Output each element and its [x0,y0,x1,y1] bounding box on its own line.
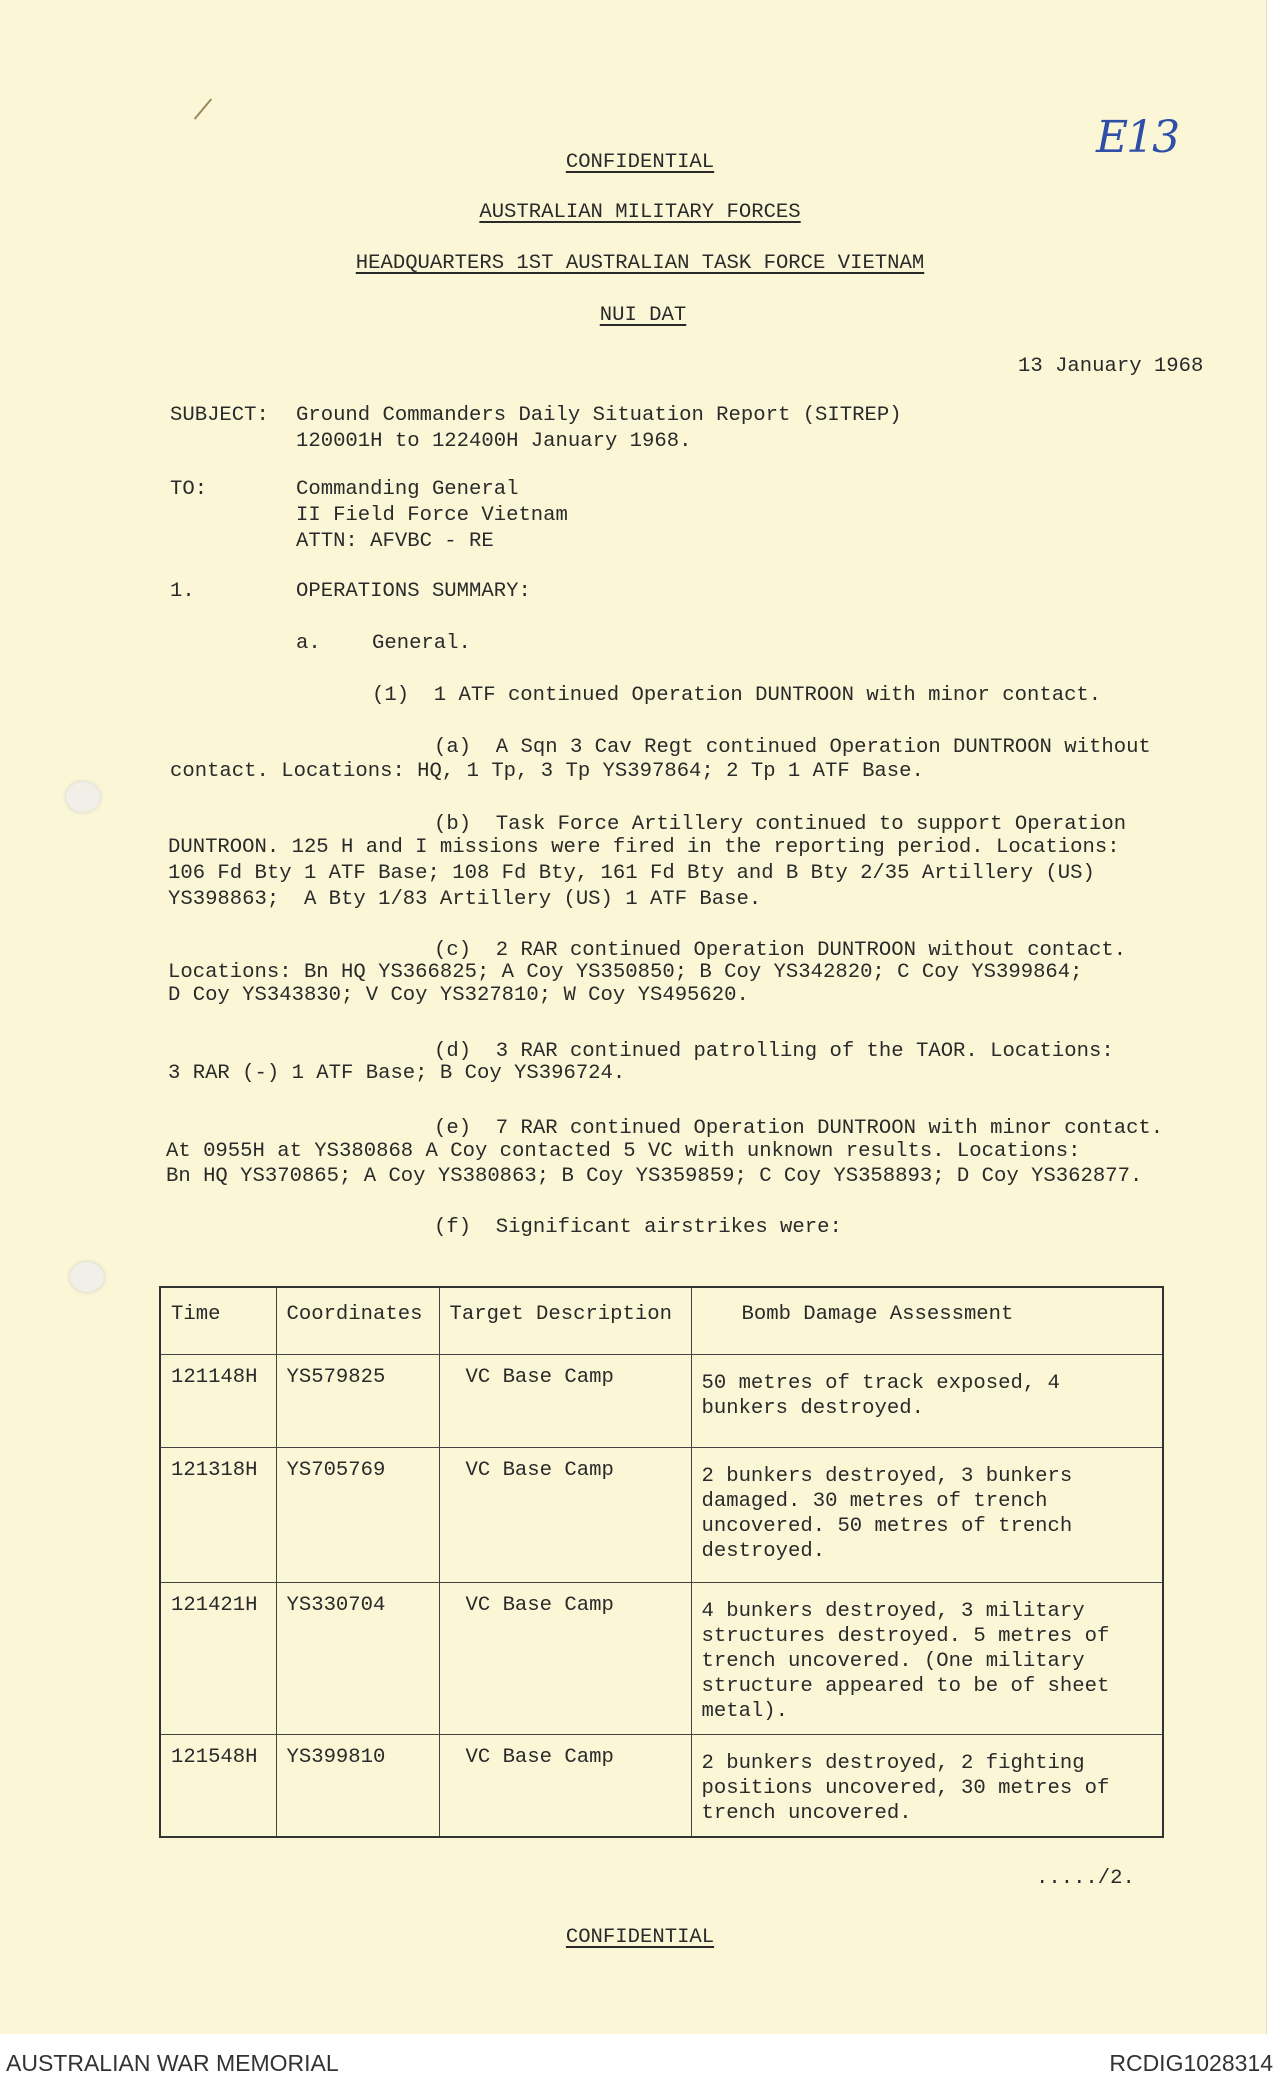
cell-target: VC Base Camp [439,1448,691,1583]
cell-time: 121148H [160,1355,276,1448]
section-title: OPERATIONS SUMMARY: [296,580,531,603]
classification-bottom: CONFIDENTIAL [565,1926,715,1949]
table-row [160,1735,1163,1838]
subsection-letter: a. [296,632,321,655]
header-target: Target Description [439,1287,691,1355]
para-b: 106 Fd Bty 1 ATF Base; 108 Fd Bty, 161 Fd Bty and B Bty 2/35 Artillery (US) [168,862,1095,885]
section-number: 1. [170,580,195,603]
cell-coordinates: YS399810 [276,1735,439,1838]
cell-bda: 2 bunkers destroyed, 2 fighting positions uncovered, 30 metres of trench uncovered. [691,1735,1163,1838]
para-c: D Coy YS343830; V Coy YS327810; W Coy YS495620. [168,984,749,1007]
to-line: Commanding General [296,478,519,501]
cell-target: VC Base Camp [439,1355,691,1448]
para-c: (c) 2 RAR continued Operation DUNTROON without contact. [434,939,1127,962]
para-e: (e) 7 RAR continued Operation DUNTROON with minor contact. [434,1117,1164,1140]
table-row [160,1448,1163,1583]
para-b: DUNTROON. 125 H and I missions were fired in the reporting period. Locations: [168,836,1120,859]
para-e: At 0955H at YS380868 A Coy contacted 5 VC with unknown results. Locations: [166,1140,1081,1163]
footer-record-id: RCDIG1028314 [1109,2050,1273,2076]
location-title: NUI DAT [599,304,687,327]
continuation-marker: ...../2. [1036,1867,1135,1890]
pen-mark [194,98,212,119]
subsection-title: General. [372,632,471,655]
handwritten-ref: E13 [1096,112,1179,163]
footer-institution: AUSTRALIAN WAR MEMORIAL [6,2050,339,2076]
to-label: TO: [170,478,208,501]
para-b: YS398863; A Bty 1/83 Artillery (US) 1 ATF Base. [168,888,762,911]
document-date: 13 January 1968 [1018,355,1204,378]
punch-hole [66,782,100,812]
para-c: Locations: Bn HQ YS366825; A Coy YS350850; B Coy YS342820; C Coy YS399864; [168,961,1083,984]
paragraph-1: (1) 1 ATF continued Operation DUNTROON with minor contact. [372,684,1102,707]
para-a: (a) A Sqn 3 Cav Regt continued Operation DUNTROON without [434,736,1151,759]
to-line: ATTN: AFVBC - RE [296,530,494,553]
airstrikes-table [159,1286,1164,1838]
para-e: Bn HQ YS370865; A Coy YS380863; B Coy YS359859; C Coy YS358893; D Coy YS362877. [166,1165,1143,1188]
cell-target: VC Base Camp [439,1735,691,1838]
punch-hole [70,1262,104,1292]
subject-line: 120001H to 122400H January 1968. [296,430,692,453]
table-row [160,1583,1163,1735]
subject-line: Ground Commanders Daily Situation Report (SITREP) [296,404,902,427]
cell-bda: 50 metres of track exposed, 4 bunkers destroyed. [691,1355,1163,1448]
header-bda: Bomb Damage Assessment [691,1287,1163,1355]
para-d: (d) 3 RAR continued patrolling of the TAOR. Locations: [434,1040,1114,1063]
cell-coordinates: YS579825 [276,1355,439,1448]
cell-coordinates: YS330704 [276,1583,439,1735]
cell-bda: 2 bunkers destroyed, 3 bunkers damaged. 30 metres of trench uncovered. 50 metres of trench destroyed. [691,1448,1163,1583]
header-time: Time [160,1287,276,1355]
header-coordinates: Coordinates [276,1287,439,1355]
cell-time: 121318H [160,1448,276,1583]
to-line: II Field Force Vietnam [296,504,568,527]
hq-title: HEADQUARTERS 1ST AUSTRALIAN TASK FORCE VIETNAM [355,252,925,275]
cell-time: 121548H [160,1735,276,1838]
subject-label: SUBJECT: [170,404,269,427]
cell-target: VC Base Camp [439,1583,691,1735]
cell-bda: 4 bunkers destroyed, 3 military structures destroyed. 5 metres of trench uncovered. (One military structure appeared to be of sheet metal). [691,1583,1163,1735]
para-d: 3 RAR (-) 1 ATF Base; B Coy YS396724. [168,1062,626,1085]
org-title: AUSTRALIAN MILITARY FORCES [479,201,801,224]
cell-time: 121421H [160,1583,276,1735]
para-f: (f) Significant airstrikes were: [434,1216,842,1239]
para-a: contact. Locations: HQ, 1 Tp, 3 Tp YS397864; 2 Tp 1 ATF Base. [170,760,924,783]
cell-coordinates: YS705769 [276,1448,439,1583]
table-row [160,1355,1163,1448]
classification-top: CONFIDENTIAL [565,151,715,174]
table-header-row [160,1287,1163,1355]
para-b: (b) Task Force Artillery continued to support Operation [434,813,1127,836]
